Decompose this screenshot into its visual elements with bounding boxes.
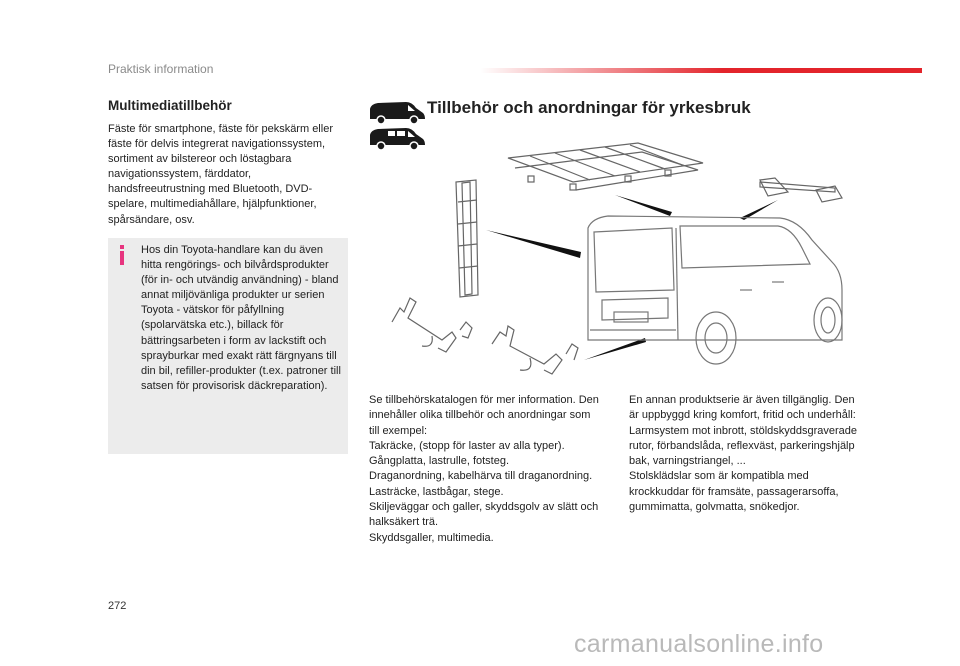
- pointer-load-bar: [740, 200, 778, 220]
- info-icon: [117, 245, 127, 265]
- product-line: bak, varningstriangel, ...: [629, 455, 746, 468]
- info-box-text: Hos din Toyota-handlare kan du även hitta rengörings- och bilvårdsprodukter (för in- och utvändig användning) - bland annat miljövänliga produkter ur serien Toyota - vätskor för påfyllning (spolarvätska etc.), billack för bättringsarbeten i form av lackstift och sprayburkar med exakt rätt färgnyans till din bil, refiller-produkter (t.ex. patroner till satsen för provisorisk däckreparation).: [141, 244, 341, 392]
- professional-accessories-title: Tillbehör och anordningar för yrkesbruk: [427, 98, 751, 117]
- catalog-line: till exempel:: [369, 424, 428, 437]
- catalog-line: Skiljeväggar och galler, skyddsgolv av slätt och: [369, 501, 599, 514]
- catalog-line: Draganordning, kabelhärva till draganordning.: [369, 470, 593, 483]
- load-bar-image: [760, 178, 842, 202]
- catalog-line: Se tillbehörskatalogen för mer information. Den: [369, 394, 599, 406]
- tow-bar-image: [392, 298, 578, 374]
- product-line: är uppbyggd kring komfort, fritid och underhåll:: [629, 409, 856, 422]
- product-line: En annan produktserie är även tillgänglig. Den: [629, 394, 855, 406]
- product-line: Stolsklädslar som är kompatibla med: [629, 470, 809, 483]
- pointer-ladder: [486, 230, 581, 258]
- pointer-roof-rack: [615, 195, 672, 216]
- pointer-tow-bar: [584, 338, 646, 360]
- catalog-line: Gångplatta, lastrulle, fotsteg.: [369, 455, 510, 468]
- section-header: Praktisk information: [108, 62, 214, 76]
- roof-rack-image: [508, 143, 703, 190]
- catalog-line: innehåller olika tillbehör och anordningar som: [369, 409, 591, 422]
- product-range-column: [629, 393, 857, 515]
- catalog-line: Takräcke, (stopp för laster av alla typer).: [369, 439, 565, 452]
- catalog-line: Lasträcke, lastbågar, stege.: [369, 485, 504, 498]
- multimedia-body: Fäste för smartphone, fäste för pekskärm eller fäste för delvis integrerat navigationssystem, sortiment av bilstereor och löstagbara navigationssystem, färddator, handsfreeutrustning med Bluetooth, DVD-spelare, multimediahållare, hjälpfunktioner, spårsändare, osv.: [108, 123, 333, 226]
- watermark: carmanualsonline.info: [574, 630, 824, 658]
- product-line: Larmsystem mot inbrott, stöldskyddsgraverade: [629, 424, 858, 437]
- page-number: 272: [108, 600, 127, 612]
- multimedia-title: Multimediatillbehör: [108, 98, 232, 113]
- product-line: krockkuddar för framsäte, passagerarsoffa,: [629, 485, 839, 498]
- catalog-line: Skyddsgaller, multimedia.: [369, 531, 494, 544]
- van-rear-image: [588, 216, 842, 364]
- product-line: rutor, förbandslåda, reflexväst, parkeringshjälp: [629, 439, 855, 452]
- panel-van-icon: [368, 100, 426, 124]
- catalog-line: halksäkert trä.: [369, 516, 439, 529]
- product-line: gummimatta, golvmatta, snökedjor.: [629, 501, 800, 514]
- accessories-illustration: [380, 140, 860, 380]
- catalog-info-column: [369, 393, 599, 546]
- ladder-image: [456, 180, 478, 297]
- header-accent-bar: [480, 68, 922, 73]
